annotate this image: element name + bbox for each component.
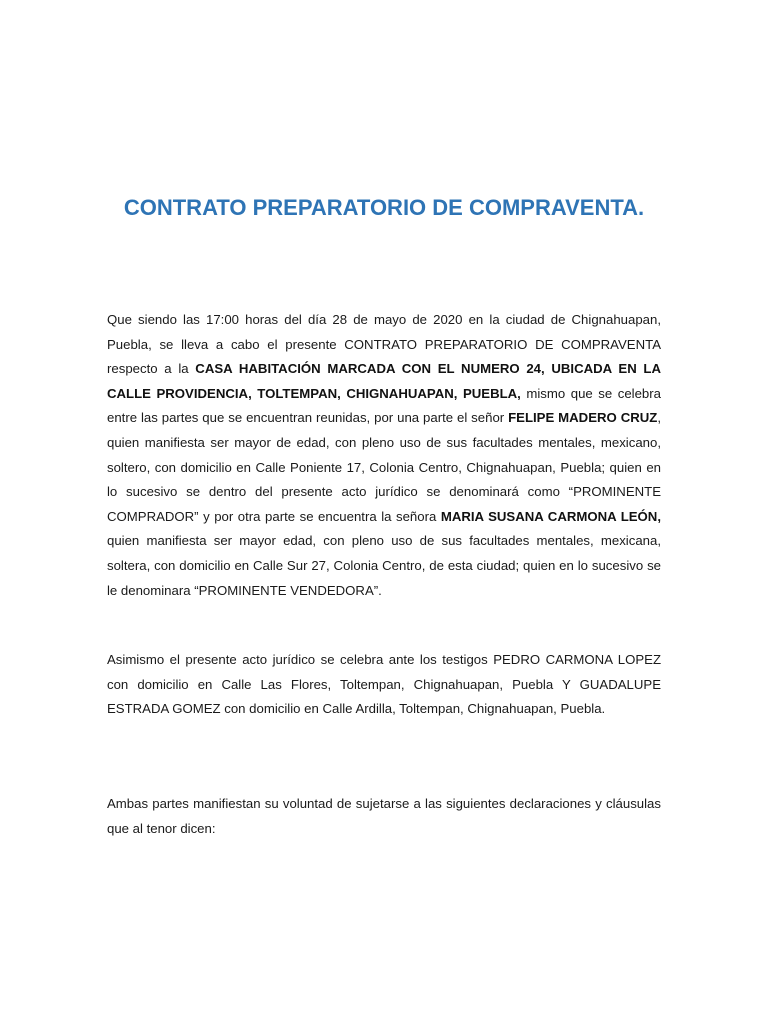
paragraph-intro-text-1: Que siendo las 17:00 horas del día 28 de mayo de 2020 en la ciudad de Chignahuapan, Puebla, se lleva a cabo el presente CONTRATO PREPARATORIO DE COMPRAVENTA respecto a la	[107, 312, 661, 377]
paragraph-intro-text-4: quien manifiesta ser mayor edad, con pleno uso de sus facultades mentales, mexicana, soltera, con domicilio en Calle Sur 27, Colonia Centro, de esta ciudad; quien en lo sucesivo se le denominara “PROMINENTE VENDEDORA”.	[107, 533, 661, 598]
paragraph-intro	[107, 308, 661, 603]
paragraph-declarations: Ambas partes manifiestan su voluntad de sujetarse a las siguientes declaraciones y cláusulas que al tenor dicen:	[107, 796, 661, 836]
seller-name: MARIA SUSANA CARMONA LEÓN,	[440, 508, 661, 524]
buyer-name: FELIPE MADERO CRUZ	[508, 410, 658, 426]
paragraph-witnesses: Asimismo el presente acto jurídico se celebra ante los testigos PEDRO CARMONA LOPEZ con domicilio en Calle Las Flores, Toltempan, Chignahuapan, Puebla Y GUADALUPE ESTRADA GOMEZ con domicilio en Calle Ardilla, Toltempan, Chignahuapan, Puebla.	[107, 652, 661, 717]
document-title: CONTRATO PREPARATORIO DE COMPRAVENTA.	[123, 195, 645, 220]
paragraph-intro-text-3: , quien manifiesta ser mayor de edad, con pleno uso de sus facultades mentales, mexicano, soltero, con domicilio en Calle Poniente 17, Colonia Centro, Chignahuapan, Puebla; quien en lo sucesivo se dentro del presente acto jurídico se denominará como “PROMINENTE COMPRADOR” y por otra parte se encuentra la señora	[107, 410, 661, 524]
property-description: CASA HABITACIÓN MARCADA CON EL NUMERO 24, UBICADA EN LA CALLE PROVIDENCIA, TOLTEMPAN, CHIGNAHUAPAN, PUEBLA,	[107, 361, 662, 401]
paragraph-intro-text-2: mismo que se celebra entre las partes que se encuentran reunidas, por una parte el señor	[107, 385, 661, 426]
